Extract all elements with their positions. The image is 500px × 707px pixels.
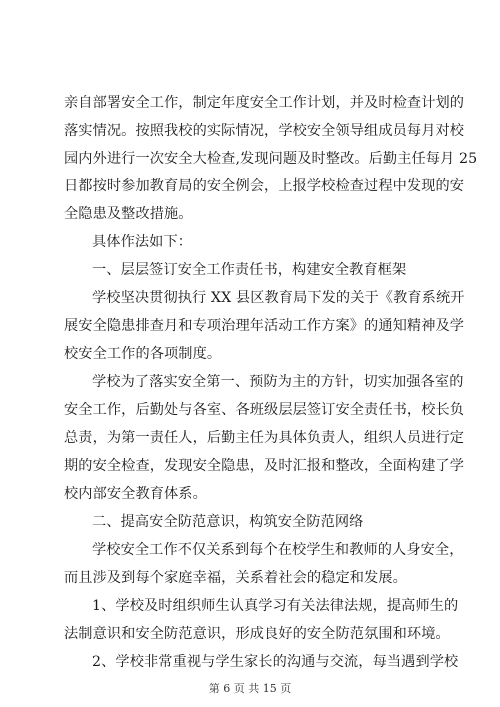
text-line: 安全工作，后勤处与各室、各班级层层签订安全责任书，校长负 xyxy=(64,402,465,418)
text-line: 学校坚决贯彻执行 XX 县区教育局下发的关于《教育系统开 xyxy=(92,290,465,306)
text-line: 期的安全检查，发现安全隐患，及时汇报和整改，全面构建了学 xyxy=(64,458,465,474)
text-line: 校安全工作的各项制度。 xyxy=(64,346,222,362)
text-line: 而且涉及到每个家庭幸福，关系着社会的稳定和发展。 xyxy=(64,570,407,586)
text-line: 落实情况。按照我校的实际情况，学校安全领导组成员每月对校 xyxy=(64,123,465,139)
section-heading: 二、提高安全防范意识，构筑安全防范网络 xyxy=(92,514,364,530)
text-line: 学校安全工作不仅关系到每个在校学生和教师的人身安全， xyxy=(92,542,464,558)
text-line: 具体作法如下： xyxy=(92,234,193,250)
text-line: 校内部安全教育体系。 xyxy=(64,486,207,502)
section-heading: 一、层层签订安全工作责任书，构建安全教育框架 xyxy=(92,262,407,278)
text-line: 全隐患及整改措施。 xyxy=(64,206,193,222)
text-line: 展安全隐患排查月和专项治理年活动工作方案》的通知精神及学 xyxy=(64,318,465,334)
text-line: 1、学校及时组织师生认真学习有关法律法规，提高师生的 xyxy=(92,598,459,614)
text-line: 2、学校非常重视与学生家长的沟通与交流，每当遇到学校 xyxy=(92,654,459,670)
page-footer: 第 6 页 共 15 页 xyxy=(208,682,292,695)
text-line: 法制意识和安全防范意识，形成良好的安全防范氛围和环境。 xyxy=(64,626,450,642)
text-line: 学校为了落实安全第一、预防为主的方针，切实加强各室的 xyxy=(92,374,464,390)
text-line: 亲自部署安全工作，制定年度安全工作计划，并及时检查计划的 xyxy=(64,95,465,111)
text-line: 总责，为第一责任人，后勤主任为具体负责人，组织人员进行定 xyxy=(64,430,465,446)
text-line: 园内外进行一次安全大检查,发现问题及时整改。后勤主任每月 25 xyxy=(64,151,478,167)
text-line: 日都按时参加教育局的安全例会，上报学校检查过程中发现的安 xyxy=(64,178,465,194)
